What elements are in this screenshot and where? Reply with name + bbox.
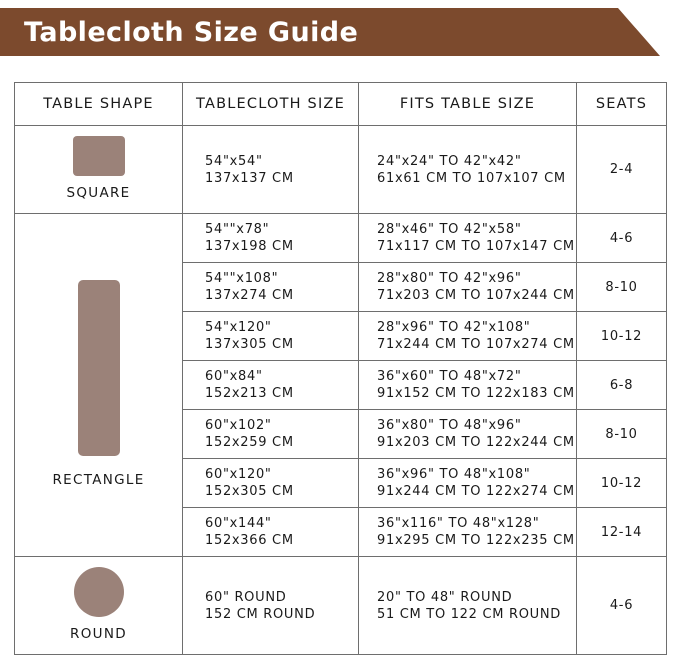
fits-inches: 28"x80" TO 42"x96" (377, 271, 522, 286)
size-inches: 54"x54" (205, 153, 263, 169)
shape-cell-rectangle (15, 214, 183, 557)
size-inches: 60" ROUND (205, 589, 287, 605)
fits-table-size-cell (359, 361, 577, 410)
tablecloth-size-cell (183, 410, 359, 459)
column-header-fits-table-size: FITS TABLE SIZE (359, 83, 577, 126)
tablecloth-size-cell (183, 312, 359, 361)
fits-inches: 24"x24" TO 42"x42" (377, 153, 522, 169)
column-header-seats: SEATS (577, 83, 667, 126)
fits-cm: 91x203 CM TO 122x244 CM (377, 435, 575, 450)
seats-cell: 6-8 (577, 361, 667, 410)
fits-inches: 28"x46" TO 42"x58" (377, 222, 522, 237)
size-inches: 60"x102" (205, 418, 272, 433)
fits-inches: 36"x60" TO 48"x72" (377, 369, 522, 384)
size-cm: 152x366 CM (205, 533, 294, 548)
fits-table-size-cell (359, 508, 577, 557)
size-guide-table-wrapper (14, 82, 666, 655)
rectangle-swatch-icon (78, 280, 120, 456)
size-inches: 60"x144" (205, 516, 272, 531)
seats-cell: 12-14 (577, 508, 667, 557)
fits-cm: 61x61 CM TO 107x107 CM (377, 170, 566, 186)
fits-table-size-cell (359, 410, 577, 459)
table-row (15, 214, 667, 263)
table-header (15, 83, 667, 126)
shape-label-rectangle: RECTANGLE (52, 472, 145, 488)
size-cm: 137x274 CM (205, 288, 294, 303)
fits-inches: 20" TO 48" ROUND (377, 589, 513, 605)
size-inches: 54""x108" (205, 271, 279, 286)
shape-cell-round (15, 557, 183, 655)
seats-cell: 8-10 (577, 263, 667, 312)
seats-cell: 8-10 (577, 410, 667, 459)
fits-cm: 71x244 CM TO 107x274 CM (377, 337, 575, 352)
fits-inches: 28"x96" TO 42"x108" (377, 320, 531, 335)
page-title: Tablecloth Size Guide (24, 17, 359, 48)
shape-label-square: SQUARE (66, 185, 131, 201)
size-cm: 152 CM ROUND (205, 606, 316, 622)
fits-inches: 36"x80" TO 48"x96" (377, 418, 522, 433)
size-inches: 54"x120" (205, 320, 272, 335)
size-inches: 54""x78" (205, 222, 270, 237)
size-inches: 60"x120" (205, 467, 272, 482)
size-guide-table (14, 82, 667, 655)
fits-cm: 51 CM TO 122 CM ROUND (377, 606, 561, 622)
table-header-row (15, 83, 667, 126)
tablecloth-size-cell (183, 263, 359, 312)
fits-table-size-cell (359, 312, 577, 361)
header-banner (0, 0, 679, 62)
size-cm: 137x137 CM (205, 170, 294, 186)
size-cm: 152x305 CM (205, 484, 294, 499)
fits-cm: 71x117 CM TO 107x147 CM (377, 239, 575, 254)
square-swatch-icon (73, 136, 125, 176)
tablecloth-size-cell (183, 557, 359, 655)
fits-table-size-cell (359, 126, 577, 214)
fits-cm: 91x244 CM TO 122x274 CM (377, 484, 575, 499)
tablecloth-size-cell (183, 508, 359, 557)
size-inches: 60"x84" (205, 369, 263, 384)
tablecloth-size-cell (183, 361, 359, 410)
table-row (15, 126, 667, 214)
tablecloth-size-cell (183, 214, 359, 263)
seats-cell: 10-12 (577, 312, 667, 361)
fits-cm: 71x203 CM TO 107x244 CM (377, 288, 575, 303)
seats-cell: 4-6 (577, 557, 667, 655)
fits-cm: 91x295 CM TO 122x235 CM (377, 533, 575, 548)
column-header-tablecloth-size: TABLECLOTH SIZE (183, 83, 359, 126)
size-cm: 137x198 CM (205, 239, 294, 254)
fits-table-size-cell (359, 214, 577, 263)
tablecloth-size-cell (183, 459, 359, 508)
shape-cell-square (15, 126, 183, 214)
size-cm: 152x213 CM (205, 386, 294, 401)
fits-inches: 36"x116" TO 48"x128" (377, 516, 540, 531)
fits-cm: 91x152 CM TO 122x183 CM (377, 386, 575, 401)
fits-table-size-cell (359, 459, 577, 508)
fits-inches: 36"x96" TO 48"x108" (377, 467, 531, 482)
size-cm: 152x259 CM (205, 435, 294, 450)
table-body (15, 126, 667, 655)
seats-cell: 2-4 (577, 126, 667, 214)
shape-label-round: ROUND (70, 626, 127, 642)
size-cm: 137x305 CM (205, 337, 294, 352)
circle-swatch-icon (74, 567, 124, 617)
seats-cell: 4-6 (577, 214, 667, 263)
table-row (15, 557, 667, 655)
column-header-table-shape: TABLE SHAPE (15, 83, 183, 126)
seats-cell: 10-12 (577, 459, 667, 508)
fits-table-size-cell (359, 557, 577, 655)
tablecloth-size-cell (183, 126, 359, 214)
fits-table-size-cell (359, 263, 577, 312)
